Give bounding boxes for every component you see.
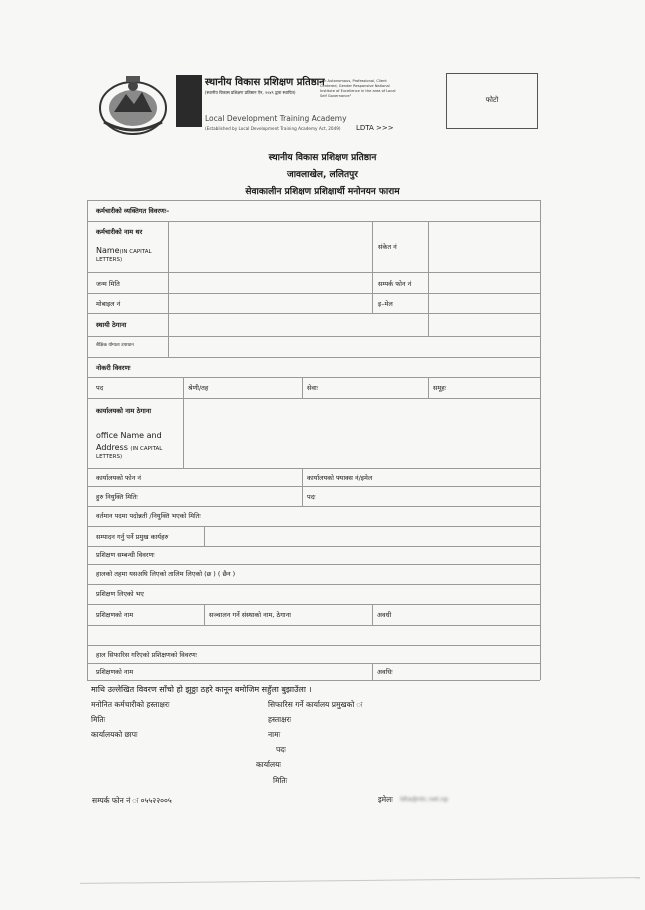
- current-post-date-label: वर्तमान पदमा पदोन्नती /नियुक्ति भएको मितिः: [96, 512, 201, 520]
- contact-phone-label: सम्पर्क फोन नं: [378, 280, 412, 288]
- office-name-en-1: office Name and: [96, 431, 162, 440]
- permanent-address-label: स्थायी ठेगाना: [96, 321, 127, 329]
- office-stamp-label: कार्यालयको छापः: [91, 730, 138, 739]
- similar-training-label: हालको तहमा यसअघि लिएको तालिम लिएको (छ ) ( छैन ): [96, 570, 236, 578]
- footer-email-value: ldta@ntc.net.np: [400, 796, 449, 803]
- ldta-mark: LDTA >>>: [356, 124, 394, 132]
- title-line-3: सेवाकालीन प्रशिक्षण प्रशिक्षार्थी मनोनयन फाराम: [245, 187, 400, 197]
- photo-box: [446, 73, 538, 129]
- name-label: नामः: [268, 730, 281, 739]
- office-note-2: LETTERS): [96, 454, 123, 460]
- dob-label: जन्म मिति: [96, 280, 120, 288]
- duration-label: अवधी: [377, 611, 392, 619]
- org-name-english-sub: (Established by Local Development Training Academy Act, 2049): [205, 126, 341, 131]
- office-fax-label: कार्यालयको फ्याक्स नं/इमेल: [307, 474, 373, 482]
- main-tasks-label: सम्पादन गर्नु पर्ने प्रमुख कार्यहरु: [96, 533, 169, 541]
- education-label: शैक्षिक योग्यता उपाधान: [96, 343, 134, 348]
- recommended-section-label: हाल सिफारिस गरिएको प्रशिक्षणको विवरणः: [96, 651, 198, 659]
- office-name-en-2: [96, 444, 162, 453]
- ldta-logo-icon: [176, 75, 202, 127]
- org-tagline: "An Autonomous, Professional, Client Centered, Gender Responsive National Institute of Excellence in the area of Local Self Governance": [320, 79, 396, 98]
- name-english-label: [96, 247, 152, 256]
- title-line-2: जावलाखेल, ललितपुर: [287, 170, 358, 180]
- group-label: समूहः: [433, 384, 447, 392]
- date-label: मितिः: [91, 715, 106, 724]
- job-section-label: नोकरी विवरणः: [96, 364, 131, 372]
- org-sub-nepali: (स्थानीय विकास प्रशिक्षण प्रतिष्ठान ऐन, २०४९ द्वारा स्थापित): [205, 90, 296, 95]
- declaration-statement: माथि उल्लेखित विवरण साँचो हो झुठ्ठा ठहरे कानून बमोजिम सहुँला बुझाउँला ।: [91, 685, 312, 694]
- training-section-label: प्रशिक्षण सम्बन्धी विवरणः: [96, 551, 155, 559]
- training-name-label: प्रशिक्षणको नाम: [96, 611, 134, 619]
- employee-signature-label: मनोनित कर्मचारीको हस्ताक्षरः: [91, 700, 170, 709]
- office-name-label: कार्यालयको नाम ठेगाना: [96, 407, 152, 415]
- scan-edge-divider: [80, 877, 640, 884]
- nepal-emblem-icon: [96, 72, 170, 136]
- photo-label: फोटो: [485, 96, 499, 104]
- office-sign-label: कार्यालयः: [256, 760, 281, 769]
- personal-section-label: कर्मचारीको व्यक्तिगत विवरणः–: [96, 207, 170, 215]
- name-en-note: (IN CAPITAL: [119, 249, 152, 255]
- signature-label: हस्ताक्षरः: [268, 715, 292, 724]
- post-sign-label: पदः: [276, 745, 286, 754]
- office-note: (IN CAPITAL: [130, 446, 163, 452]
- mobile-label: मोबाइल नं: [96, 300, 121, 308]
- footer-email-label: इमेलः: [378, 795, 393, 804]
- recommender-label: सिफारिस गर्ने कार्यालय प्रमुखको ः: [268, 700, 363, 709]
- footer-contact-phone: सम्पर्क फोन नं ः ०५५२२००५: [92, 796, 172, 805]
- code-no-label: संकेत नं: [378, 243, 397, 251]
- rec-training-name-label: प्रशिक्षणको नाम: [96, 668, 134, 676]
- first-post-label: पदः: [307, 493, 316, 501]
- conducting-org-label: सञ्चालन गर्ने संस्थाको नाम, ठेगाना: [209, 611, 291, 619]
- training-taken-label: प्रशिक्षण लिएको भए: [96, 590, 144, 598]
- org-name-english: Local Development Training Academy: [205, 114, 347, 123]
- office-phone-label: कार्यालयको फोन नं: [96, 474, 142, 482]
- service-label: सेवाः: [307, 384, 319, 392]
- name-en-note-2: LETTERS): [96, 257, 123, 263]
- org-name-nepali: स्थानीय विकास प्रशिक्षण प्रतिष्ठान: [205, 77, 325, 88]
- title-line-1: स्थानीय विकास प्रशिक्षण प्रतिष्ठान: [268, 153, 377, 163]
- employee-name-label: कर्मचारीको नाम थर: [96, 228, 143, 236]
- office-address-en: Address: [96, 443, 128, 452]
- post-label: पद: [96, 384, 104, 392]
- email-label: इ–मेल: [378, 300, 393, 308]
- rec-duration-label: अवधिः: [377, 668, 393, 676]
- name-en: Name: [96, 246, 120, 255]
- date-sign-label: मितिः: [273, 776, 288, 785]
- first-appointment-label: हुरु नियुक्ति मितिः: [96, 493, 138, 501]
- level-label: श्रेणी/तह: [188, 384, 209, 392]
